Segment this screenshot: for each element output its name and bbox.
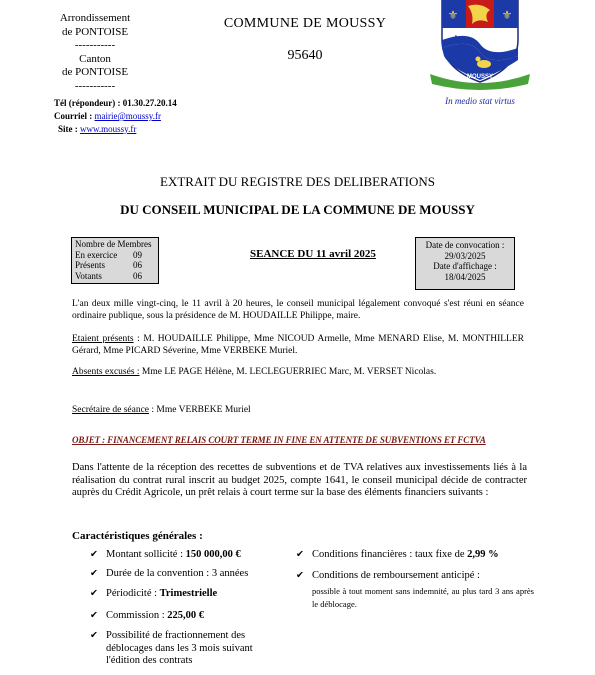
list-item — [90, 549, 296, 562]
arrondissement-line: de PONTOISE — [61, 25, 129, 38]
svg-text:⚜: ⚜ — [451, 34, 461, 45]
item-value: 2,99 % — [467, 549, 499, 560]
members-row-value: 09 — [133, 249, 142, 260]
email-label: Courriel : — [54, 111, 93, 121]
convocation-date: 29/03/2025 — [444, 250, 486, 261]
members-row-label: Présents — [75, 260, 105, 270]
site-label: Site : — [58, 124, 78, 134]
email-line — [54, 110, 177, 123]
affichage-date: 18/04/2025 — [444, 271, 486, 282]
list-item — [296, 570, 534, 611]
intro-paragraph: L'an deux mille vingt-cinq, le 11 avril à 20 heures, le conseil municipal légalement convoqué s'est réuni en séance ordinaire publique, sous la présidence de M. HOUDAILLE Philippe, maire. — [72, 299, 524, 321]
item-label: Possibilité de fractionnement des déblocages dans les 3 mois suivant l'édition des contrats — [106, 630, 253, 666]
council-title: DU CONSEIL MUNICIPAL DE LA COMMUNE DE MOUSSY — [120, 202, 475, 217]
commune-name: COMMUNE DE MOUSSY — [223, 16, 387, 31]
contact-block — [54, 97, 177, 136]
svg-text:⚜: ⚜ — [501, 8, 513, 22]
svg-text:⚜: ⚜ — [447, 8, 459, 22]
item-label: Conditions financières : taux fixe de — [312, 549, 468, 560]
phone-number: Tél (répondeur) : 01.30.27.20.14 — [54, 98, 177, 108]
members-box — [71, 237, 159, 284]
list-item — [90, 610, 296, 623]
item-label: Périodicité : — [106, 588, 160, 599]
absents-paragraph — [72, 366, 524, 378]
objet-heading: OBJET : FINANCEMENT RELAIS COURT TERME IN FINE EN ATTENTE DE SUBVENTIONS ET FCTVA — [72, 435, 486, 445]
presents-text: : M. HOUDAILLE Philippe, Mme NICOUD Armelle, Mme MENARD Elise, M. MONTHILLER Gérard, Mme PICARD Séverine, Mme VERBEKE Muriel. — [72, 334, 524, 356]
canton-line: Canton — [79, 52, 111, 65]
arrondissement-block — [0, 0, 190, 93]
site-line — [54, 123, 177, 136]
members-row-label: En exercice — [75, 249, 118, 260]
seance-date: SEANCE DU 11 avril 2025 — [250, 248, 376, 260]
members-row — [75, 271, 155, 282]
body-paragraph: Dans l'attente de la réception des recettes de subventions et de TVA relatives aux investissements liés à la réalisation du contrat rural inscrit au budget 2025, compte 1641, le conseil municipal décide de contracter auprès du Crédit Agricole, un prêt relais à court terme sur la base des éléments financiers suivants : — [72, 462, 527, 498]
list-item — [90, 588, 296, 601]
members-row-label: Votants — [75, 270, 102, 281]
secretaire-text: : Mme VERBEKE Muriel — [149, 405, 251, 415]
item-label: Commission : — [106, 610, 168, 621]
dates-box — [415, 237, 515, 290]
motto: In medio stat virtus — [445, 96, 515, 106]
list-item — [90, 630, 282, 668]
item-label: Montant sollicité : — [106, 549, 186, 560]
members-row-value: 06 — [133, 260, 142, 270]
canton-line: de PONTOISE — [61, 66, 129, 78]
item-label: ✔ Conditions de remboursement anticipé : — [312, 570, 480, 581]
postal-code: 95640 — [287, 48, 323, 63]
list-item — [296, 549, 550, 562]
item-value: 225,00 € — [167, 610, 205, 621]
email-link[interactable]: mairie@moussy.fr — [94, 111, 161, 121]
members-title: Nombre de Membres — [75, 239, 152, 249]
site-link[interactable]: www.moussy.fr — [80, 124, 137, 134]
item-note: possible à tout moment sans indemnité, au plus tard 3 ans après le déblocage. — [312, 585, 534, 609]
members-row — [75, 250, 155, 261]
coat-of-arms — [430, 0, 530, 90]
presents-label: Etaient présents — [72, 334, 134, 344]
separator-line: ----------- — [74, 39, 116, 51]
absents-label: Absents excusés : — [72, 367, 140, 377]
members-row-value: 06 — [133, 270, 142, 281]
arrondissement-line: Arrondissement — [59, 12, 131, 24]
secretaire-label: Secrétaire de séance — [72, 405, 150, 415]
list-item — [90, 568, 296, 581]
absents-text: Mme LE PAGE Hélène, M. LECLEGUERRIEC Marc, M. VERSET Nicolas. — [139, 367, 437, 377]
convocation-label: Date de convocation : — [425, 240, 505, 250]
item-value: Trimestrielle — [159, 588, 218, 599]
presents-paragraph — [72, 333, 524, 357]
affichage-label: Date d'affichage : — [433, 261, 497, 271]
secretaire-paragraph — [72, 404, 524, 416]
item-label: Durée de la convention : 3 années — [106, 568, 249, 579]
separator-line: ----------- — [74, 79, 116, 92]
crest-banner: MOUSSY — [466, 74, 493, 80]
item-value: 150 000,00 € — [185, 549, 241, 560]
register-title: EXTRAIT DU REGISTRE DES DELIBERATIONS — [160, 174, 435, 189]
members-row — [75, 260, 155, 271]
characteristics-title: Caractéristiques générales : — [72, 530, 203, 542]
